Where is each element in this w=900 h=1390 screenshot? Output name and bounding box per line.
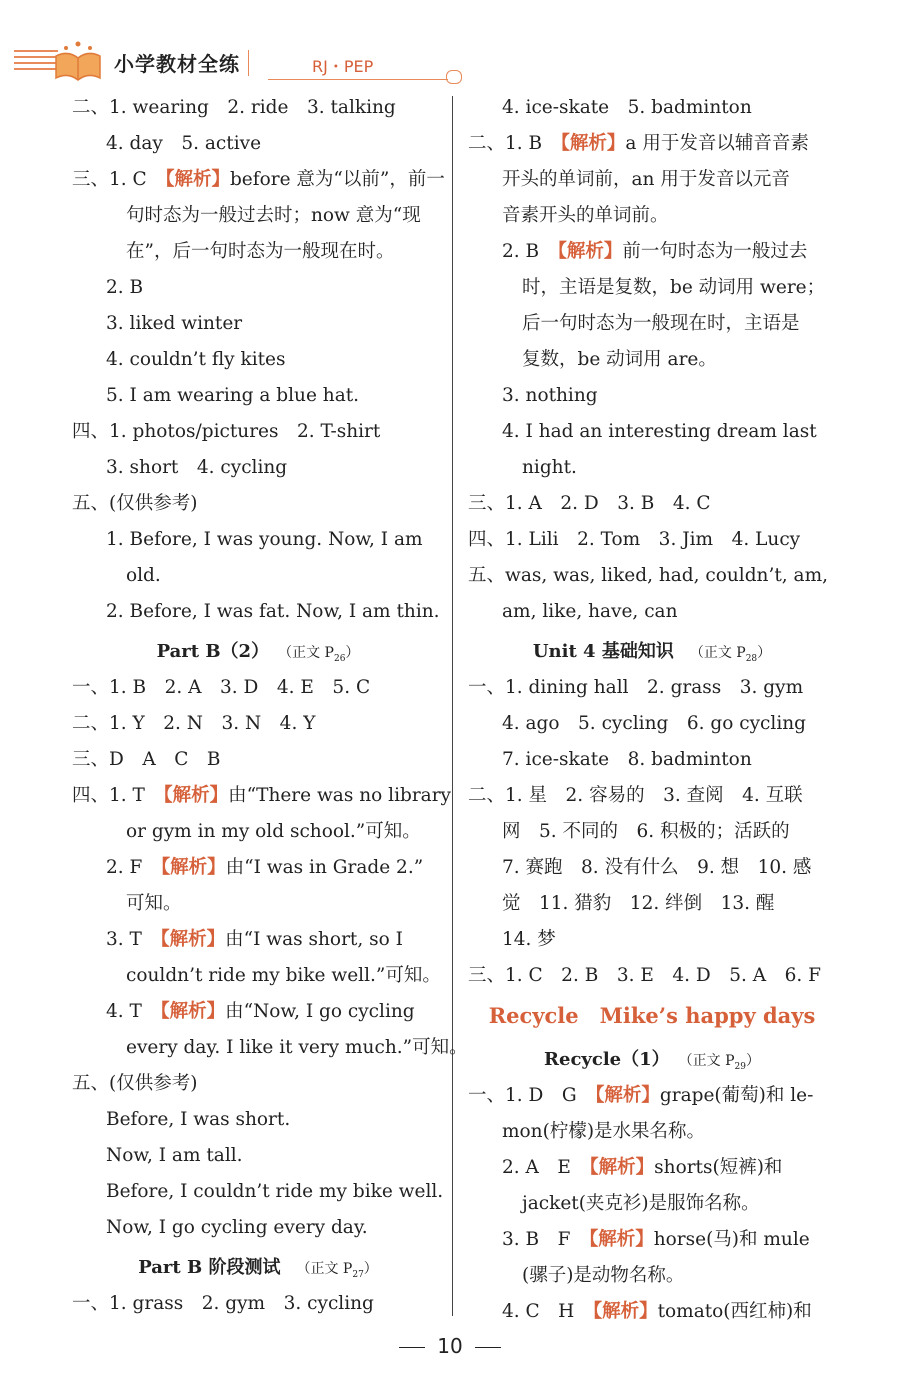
answer-line [72,742,444,778]
answer-text: 前一句时态为一般过去 [622,241,808,262]
answer-line [468,1294,836,1330]
answer-line [72,1030,468,1066]
answer-line [72,1066,444,1102]
page-reference: （正文 $P_{29}$） [685,1053,760,1072]
answer-text: 3. nothing [502,385,598,406]
answer-text: Now, I go cycling every day. [106,1217,368,1238]
answer-text: a 用于发音以辅音音素 [625,133,809,154]
answer-prefix: 二、1. B [468,133,561,154]
answer-line [468,270,836,306]
answer-prefix: 3. T [106,929,161,950]
answer-text: tomato(西红柿)和 [657,1301,812,1322]
answer-text: shorts(短裤)和 [654,1157,783,1178]
section-heading [468,630,836,670]
answer-text: 四、1. photos/pictures 2. T-shirt [72,421,381,442]
answer-line [72,522,444,558]
answer-line [72,378,444,414]
page-reference-number: 27 [352,1269,364,1280]
answer-line [468,850,836,886]
answer-text: 句时态为一般过去时；now 意为“现 [126,205,421,226]
analysis-tag: 【解析】 [595,1085,660,1106]
answer-line [72,778,451,814]
answer-text: 后一句时态为一般现在时，主语是 [522,313,800,334]
page-reference: （正文 $P_{28}$） [689,645,772,664]
answer-line [72,306,444,342]
answer-prefix: 2. A E [502,1157,590,1178]
answer-prefix: 2. F [106,857,161,878]
analysis-tag: 【解析】 [160,929,226,950]
answer-text: 开头的单词前，an 用于发音以元音 [502,169,790,190]
answer-prefix: 4. T [106,1001,161,1022]
answer-line [72,958,444,994]
answer-prefix: 三、1. C [72,169,166,190]
answer-text: Before, I couldn’t ride my bike well. [106,1181,444,1202]
answer-line [72,342,444,378]
header-separator [248,50,249,76]
answer-text: old. [126,565,161,586]
answer-prefix: 2. B [502,241,558,262]
answer-text: 音素开头的单词前。 [502,205,669,226]
answer-text: 由“I was in Grade 2.” [225,857,424,878]
answer-text: 一、1. grass 2. gym 3. cycling [72,1293,374,1314]
answer-text: 4. ago 5. cycling 6. go cycling [502,713,806,734]
answer-text: 五、(仅供参考) [72,1073,198,1094]
answer-text: 由“Now, I go cycling [225,1001,415,1022]
answer-line [468,1258,836,1294]
page-header [0,0,900,92]
answer-text: couldn’t ride my bike well.”可知。 [126,965,441,986]
answer-line [468,1114,836,1150]
column-divider [452,96,453,1316]
answer-text: 由“There was no library [228,785,451,806]
answer-text: Now, I am tall. [106,1145,243,1166]
answer-text: horse(马)和 mule [653,1229,810,1250]
answer-text: 三、1. C 2. B 3. E 4. D 5. A 6. F [468,965,821,986]
answer-text: 二、1. 星 2. 容易的 3. 查阅 4. 互联 [468,785,803,806]
answer-text: 14. 梦 [502,929,556,950]
answer-line [72,414,444,450]
page-reference-number: 26 [333,653,346,664]
header-clip-icon [446,70,462,84]
answer-line [468,198,836,234]
page-footer [0,1334,900,1358]
answer-text: 觉 11. 猎豹 12. 绊倒 13. 醒 [502,893,775,914]
answer-line [72,670,444,706]
answer-text: 2. Before, I was fat. Now, I am thin. [106,601,440,622]
answer-text: 五、(仅供参考) [72,493,198,514]
answer-text: am, like, have, can [502,601,678,622]
answer-line [468,886,836,922]
answer-line [468,234,836,270]
answer-line [468,306,836,342]
section-heading [72,1246,444,1286]
analysis-tag: 【解析】 [589,1157,655,1178]
answer-line [468,922,836,958]
page-reference-number: 29 [734,1061,746,1072]
answer-text: 网 5. 不同的 6. 积极的；活跃的 [502,821,790,842]
answer-line [72,162,444,198]
answer-text: 三、1. A 2. D 3. B 4. C [468,493,711,514]
answer-line [72,1102,444,1138]
footer-dash [475,1347,501,1348]
answer-line [468,778,836,814]
answer-text: Part B（2） [156,641,270,662]
answer-line [468,706,836,742]
answer-text: Before, I was short. [106,1109,291,1130]
answer-line [468,958,836,994]
answer-prefix: 4. C H [502,1301,593,1322]
analysis-tag: 【解析】 [557,241,623,262]
answer-text: 7. ice-skate 8. badminton [502,749,752,770]
answer-text: 时，主语是复数，be 动词用 were； [522,277,826,298]
answer-line [72,198,444,234]
answer-line [72,922,444,958]
right-column [468,90,836,1330]
answer-text: before 意为“以前”，前一 [229,169,445,190]
footer-dash [399,1347,425,1348]
page-reference: （正文 $P_{27}$） [296,1261,378,1280]
answer-line [72,1174,444,1210]
answer-line [72,886,444,922]
answer-text: every day. I like it very much.”可知。 [126,1037,468,1058]
analysis-tag: 【解析】 [560,133,626,154]
answer-line [72,1138,444,1174]
answer-text: 四、1. Lili 2. Tom 3. Jim 4. Lucy [468,529,801,550]
answer-text: 五、was, was, liked, had, couldn’t, am, [468,565,829,586]
answer-line [468,90,836,126]
answer-line [468,126,836,162]
answer-text: jacket(夹克衫)是服饰名称。 [522,1193,760,1214]
answer-text: 二、1. Y 2. N 3. N 4. Y [72,713,316,734]
brand-title: 小学教材全练 [114,52,240,76]
section-heading [468,994,836,1038]
answer-text: or gym in my old school.”可知。 [126,821,421,842]
answer-text: 可知。 [126,893,182,914]
book-logo-icon [50,38,106,86]
answer-prefix: 一、1. D G [468,1085,596,1106]
page-number: 10 [437,1334,463,1358]
answer-line [72,994,444,1030]
analysis-tag: 【解析】 [165,169,230,190]
answer-line [468,162,836,198]
answer-line [468,558,836,594]
answer-text: (骡子)是动物名称。 [522,1265,685,1286]
answer-line [468,450,836,486]
analysis-tag: 【解析】 [160,1001,226,1022]
answer-text: 3. short 4. cycling [106,457,288,478]
answer-text: 4. I had an interesting dream last [502,421,817,442]
answer-text: 4. couldn’t fly kites [106,349,286,370]
answer-line [72,126,444,162]
edition-label: RJ・PEP [312,57,374,76]
answer-text: 5. I am wearing a blue hat. [106,385,360,406]
answer-text: 3. liked winter [106,313,243,334]
left-column [72,90,468,1322]
answer-line [468,1150,836,1186]
analysis-tag: 【解析】 [592,1301,658,1322]
page-reference: （正文 $P_{26}$） [285,645,360,664]
answer-line [72,814,444,850]
answer-line [468,486,836,522]
answer-text: Part B 阶段测试 [138,1257,281,1278]
answer-line [72,90,444,126]
answer-line [468,1186,836,1222]
answer-text: 三、D A C B [72,749,221,770]
answer-line [72,594,444,630]
answer-line [468,1078,836,1114]
answer-line [72,558,444,594]
answer-line [72,706,444,742]
answer-prefix: 3. B F [502,1229,589,1250]
answer-text: night. [522,457,577,478]
answer-line [72,1286,444,1322]
answer-text: 2. B [106,277,144,298]
answer-text: 一、1. B 2. A 3. D 4. E 5. C [72,677,371,698]
answer-text: Recycle（1） [544,1049,670,1070]
answer-line [72,234,444,270]
answer-line [468,342,836,378]
answer-text: 4. ice-skate 5. badminton [502,97,752,118]
answer-text: Unit 4 基础知识 [532,641,674,662]
answer-line [72,270,444,306]
answer-text: 二、1. wearing 2. ride 3. talking [72,97,396,118]
section-heading [468,1038,836,1078]
answer-text: Recycle Mike’s happy days [488,1003,816,1028]
page-reference-number: 28 [745,653,758,664]
answer-line [468,522,836,558]
analysis-tag: 【解析】 [588,1229,654,1250]
answer-line [468,378,836,414]
header-rule [268,79,448,80]
answer-text: 在”，后一句时态为一般现在时。 [126,241,395,262]
answer-prefix: 四、1. T [72,785,164,806]
answer-line [72,450,444,486]
answer-text: 4. day 5. active [106,133,262,154]
answer-text: 由“I was short, so I [225,929,403,950]
answer-line [72,850,444,886]
answer-line [468,814,836,850]
answer-line [468,414,836,450]
answer-line [468,594,836,630]
analysis-tag: 【解析】 [163,785,229,806]
answer-text: mon(柠檬)是水果名称。 [502,1121,706,1142]
answer-line [468,670,836,706]
answer-text: 1. Before, I was young. Now, I am [106,529,423,550]
answer-line [468,742,836,778]
answer-text: 一、1. dining hall 2. grass 3. gym [468,677,804,698]
analysis-tag: 【解析】 [160,857,226,878]
answer-line [468,1222,836,1258]
answer-text: grape(葡萄)和 le- [659,1085,814,1106]
answer-line [72,486,444,522]
section-heading [72,630,444,670]
answer-line [72,1210,444,1246]
answer-text: 复数，be 动词用 are。 [522,349,717,370]
answer-text: 7. 赛跑 8. 没有什么 9. 想 10. 感 [502,857,812,878]
